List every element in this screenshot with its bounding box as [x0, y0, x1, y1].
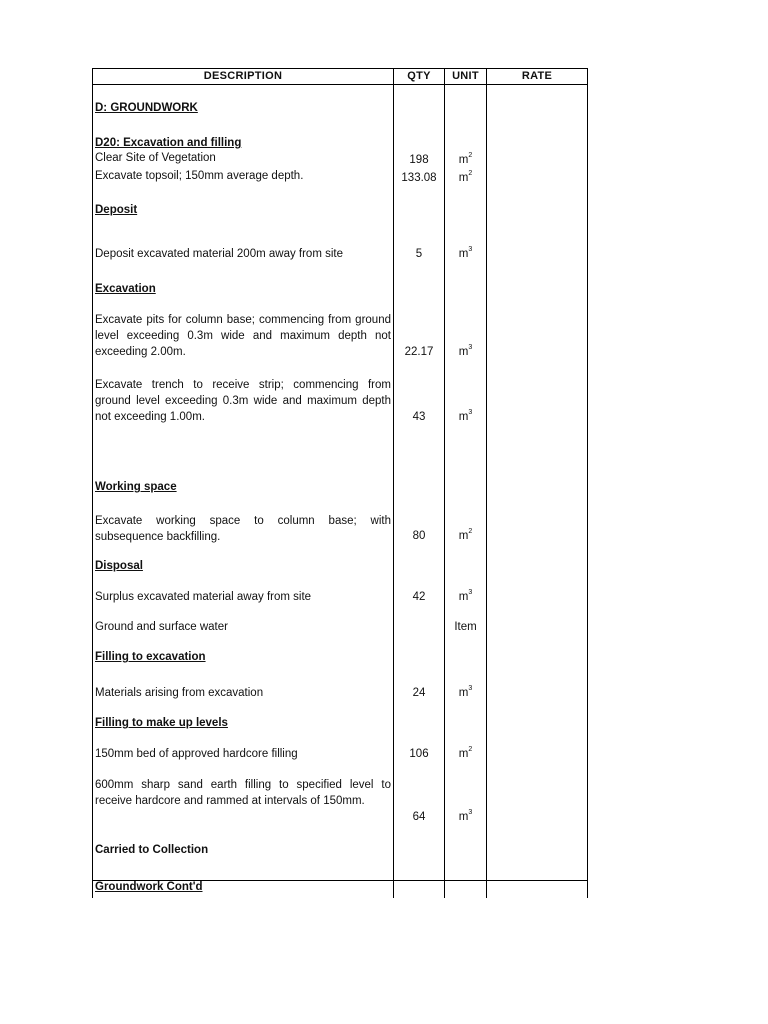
item-water-unit: Item [454, 621, 477, 633]
item-working-desc: Excavate working space to column base; with subsequence backfilling. [95, 515, 391, 543]
item-pits-unit: $m^3$ [458, 344, 473, 358]
heading-working-space: Working space [95, 481, 177, 493]
heading-deposit: Deposit [95, 204, 138, 216]
item-deposit-desc: Deposit excavated material 200m away from site [95, 248, 343, 260]
item-trench-qty: 43 [412, 411, 426, 423]
item-topsoil-unit: $m^2$ [458, 170, 473, 184]
item-working-qty: 80 [412, 530, 426, 542]
header-qty: QTY [407, 70, 431, 82]
item-materials-unit: $m^3$ [458, 685, 473, 699]
item-water-desc: Ground and surface water [95, 621, 228, 633]
section-title: D: GROUNDWORK [95, 102, 198, 114]
header-rate: RATE [521, 70, 553, 82]
description-qty-divider [393, 68, 394, 898]
unit-rate-divider [486, 68, 487, 898]
heading-excavation: Excavation [95, 283, 156, 295]
item-hardcore-unit: $m^2$ [458, 746, 473, 760]
item-sand-desc: 600mm sharp sand earth filling to specified level to receive hardcore and rammed at intervals of 150mm. [95, 779, 391, 807]
header-unit: UNIT [452, 70, 479, 82]
item-hardcore-qty: 106 [409, 748, 429, 760]
item-pits-desc: Excavate pits for column base; commencing from ground level exceeding 0.3m wide and maximum depth not exceeding 2.00m. [95, 314, 391, 358]
item-surplus-unit: $m^3$ [458, 589, 473, 603]
qty-unit-divider [444, 68, 445, 898]
heading-filling-excavation: Filling to excavation [95, 651, 206, 663]
item-clear-site-desc: Clear Site of Vegetation [95, 152, 216, 164]
item-sand-unit: $m^3$ [458, 809, 473, 823]
heading-filling-levels: Filling to make up levels [95, 717, 228, 729]
item-trench-desc: Excavate trench to receive strip; commencing from ground level exceeding 0.3m wide and maximum depth not exceeding 1.00m. [95, 379, 391, 423]
item-pits-qty: 22.17 [404, 346, 434, 358]
item-materials-desc: Materials arising from excavation [95, 687, 264, 699]
item-deposit-qty: 5 [415, 248, 423, 260]
item-working-unit: $m^2$ [458, 528, 473, 542]
item-surplus-desc: Surplus excavated material away from site [95, 591, 312, 603]
item-clear-site-qty: 198 [409, 154, 429, 166]
item-surplus-qty: 42 [412, 591, 426, 603]
item-sand-qty: 64 [412, 811, 426, 823]
groundwork-continued-heading: Groundwork Cont'd [95, 881, 203, 893]
item-deposit-unit: $m^3$ [458, 246, 473, 260]
carried-to-collection: Carried to Collection [95, 844, 209, 856]
item-topsoil-qty: 133.08 [401, 172, 437, 184]
header-description: DESCRIPTION [203, 70, 283, 82]
table-right-border [587, 68, 588, 898]
item-materials-qty: 24 [412, 687, 426, 699]
item-hardcore-desc: 150mm bed of approved hardcore filling [95, 748, 298, 760]
item-topsoil-desc: Excavate topsoil; 150mm average depth. [95, 170, 304, 182]
table-left-border [92, 68, 93, 898]
header-bottom-rule [92, 84, 588, 85]
heading-disposal: Disposal [95, 560, 143, 572]
item-clear-site-unit: $m^2$ [458, 152, 473, 166]
subsection-title: D20: Excavation and filling [95, 137, 242, 149]
item-trench-unit: $m^3$ [458, 409, 473, 423]
